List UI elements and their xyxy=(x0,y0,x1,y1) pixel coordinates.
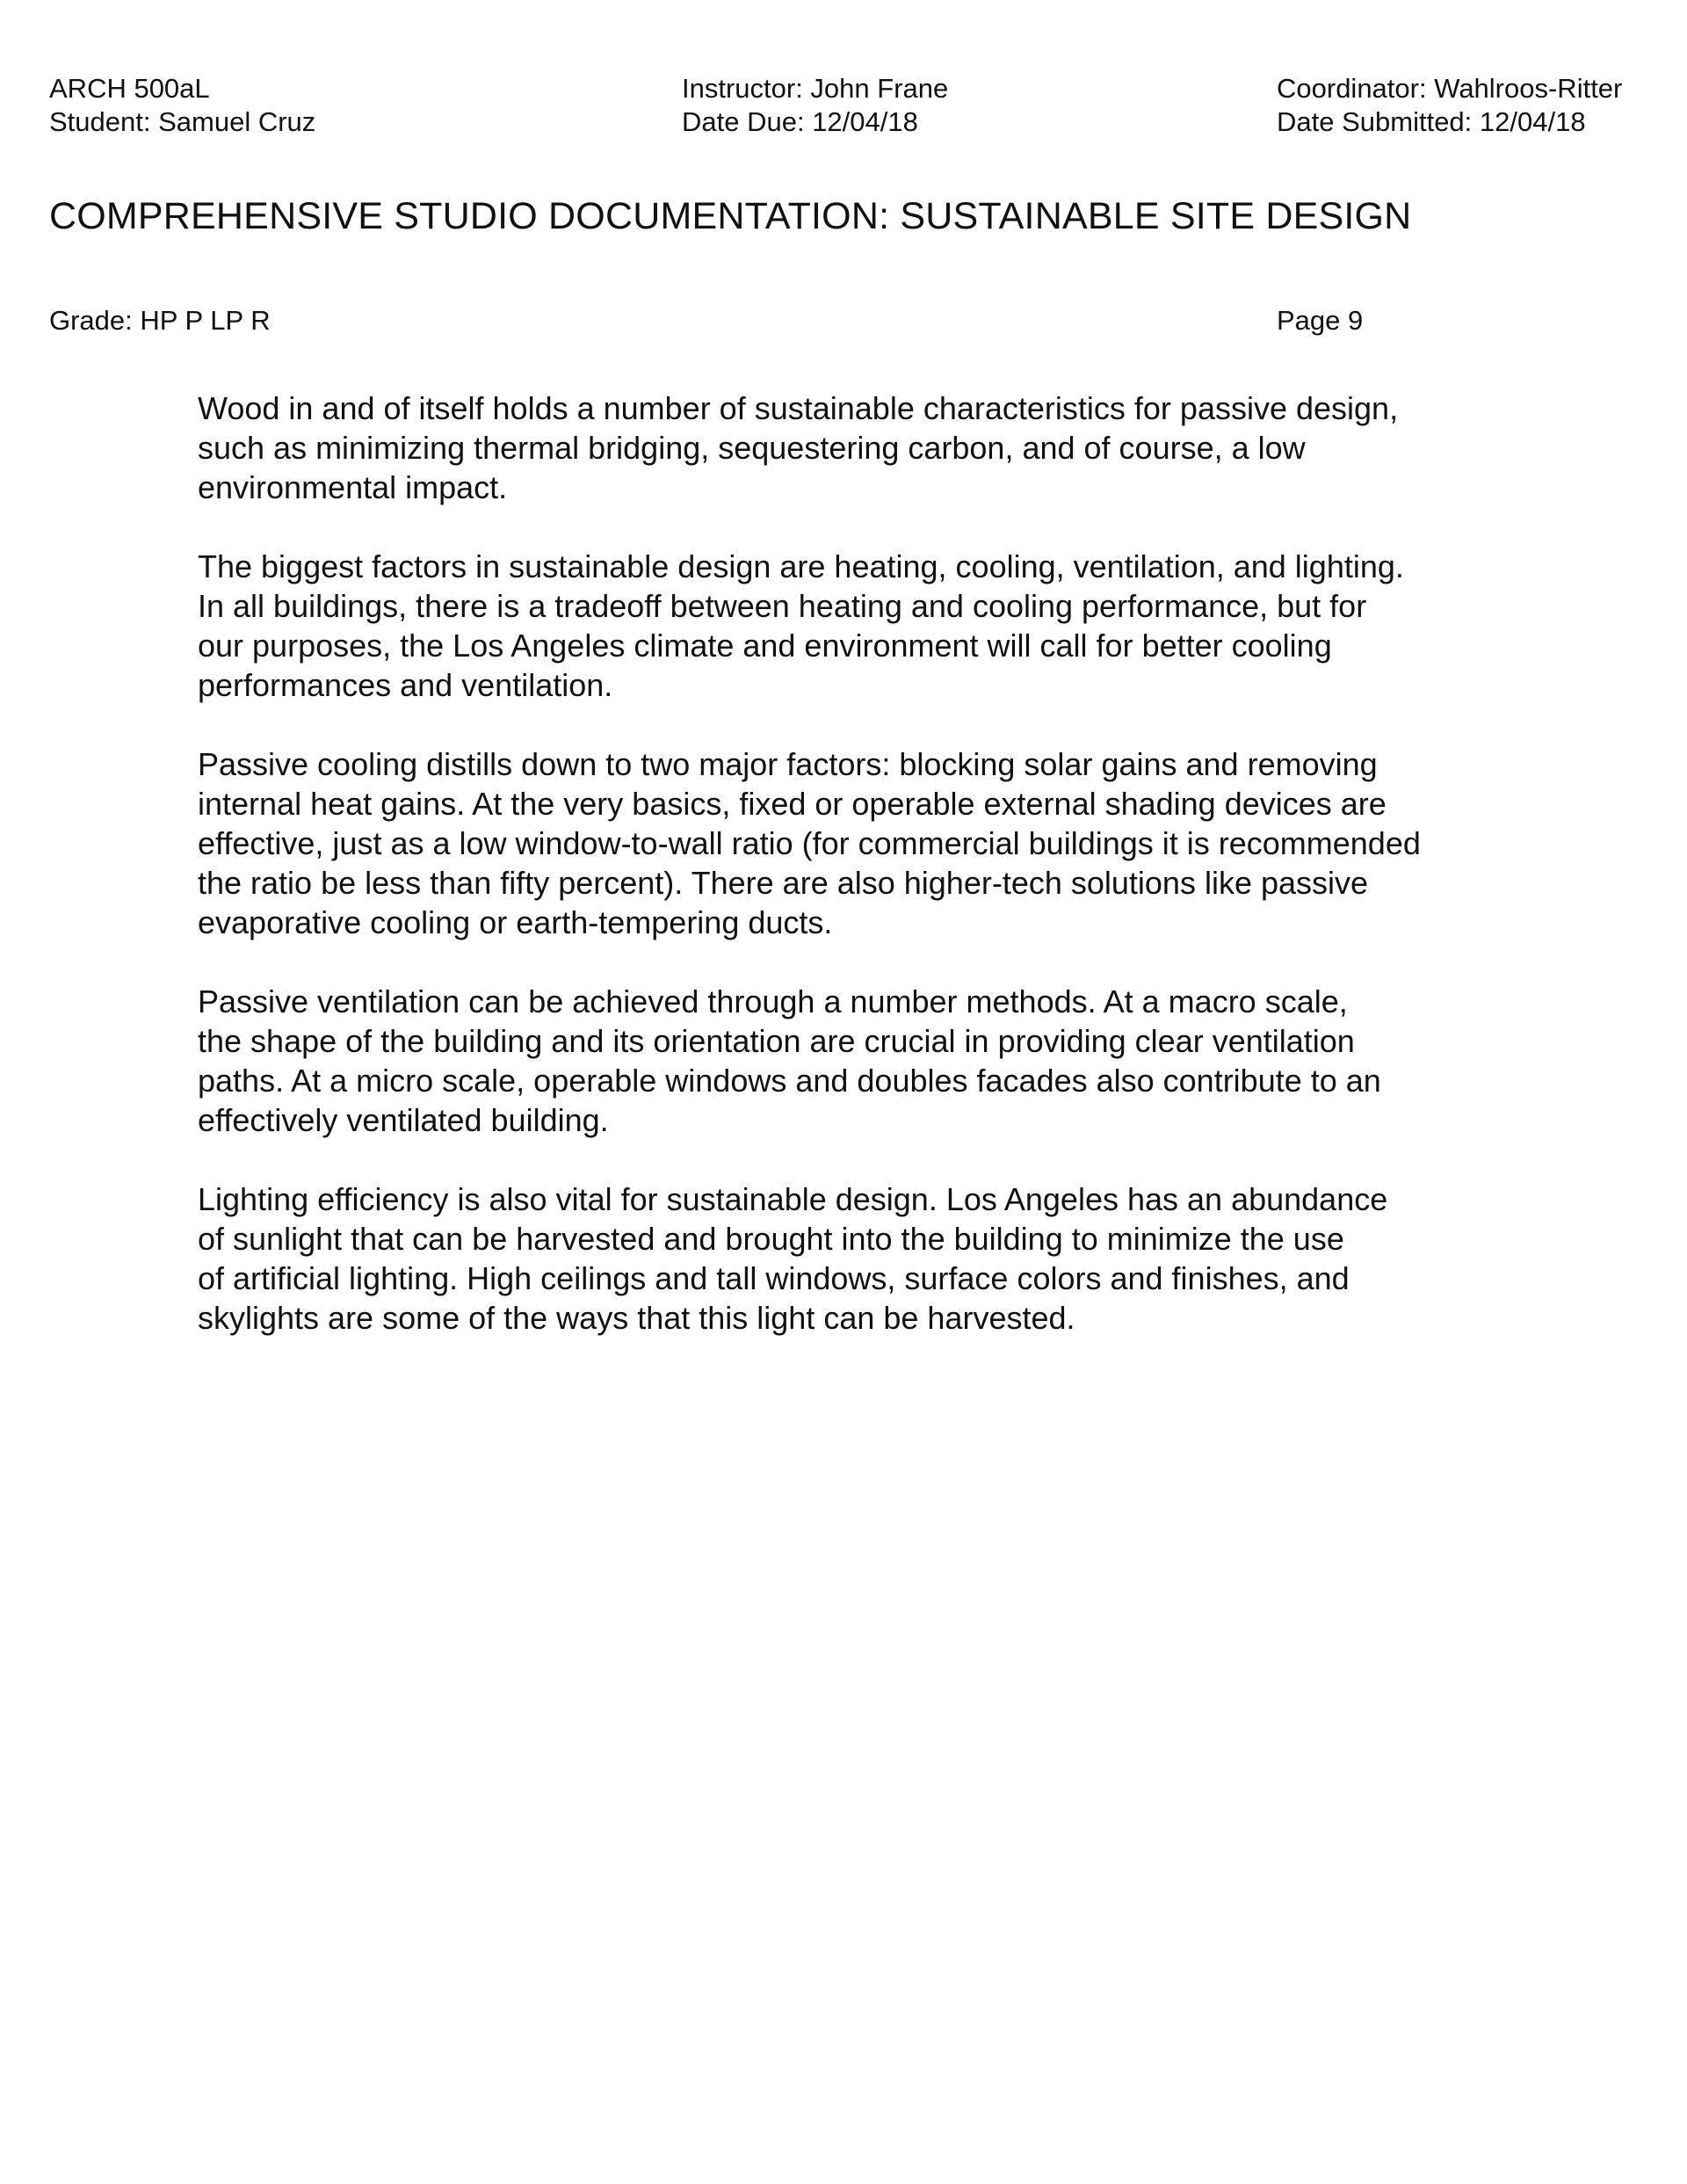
paragraph-lighting xyxy=(198,1179,1507,1338)
instructor-name: Instructor: John Frane xyxy=(682,73,949,104)
text-line: paths. At a micro scale, operable windows and doubles facades also contribute to an xyxy=(198,1063,1381,1099)
text-line: effective, just as a low window-to-wall ratio (for commercial buildings it is recommended xyxy=(198,825,1421,861)
paragraph-factors xyxy=(198,547,1507,705)
text-line: such as minimizing thermal bridging, sequestering carbon, and of course, a low xyxy=(198,430,1306,466)
paragraph-wood xyxy=(198,388,1507,507)
text-line: of sunlight that can be harvested and brought into the building to minimize the use xyxy=(198,1221,1344,1257)
text-line: Wood in and of itself holds a number of sustainable characteristics for passive design, xyxy=(198,390,1399,426)
paragraph-passive-ventilation xyxy=(198,982,1507,1140)
text-line: of artificial lighting. High ceilings and tall windows, surface colors and finishes, and xyxy=(198,1260,1350,1296)
text-line: Passive ventilation can be achieved through a number methods. At a macro scale, xyxy=(198,983,1348,1019)
coordinator-name: Coordinator: Wahlroos-Ritter xyxy=(1277,73,1623,104)
student-name: Student: Samuel Cruz xyxy=(49,106,316,137)
document-title: COMPREHENSIVE STUDIO DOCUMENTATION: SUSTAINABLE SITE DESIGN xyxy=(49,195,1412,237)
text-line: the ratio be less than fifty percent). There are also higher-tech solutions like passive xyxy=(198,865,1369,901)
text-line: performances and ventilation. xyxy=(198,667,613,703)
date-due: Date Due: 12/04/18 xyxy=(682,106,918,137)
text-line: the shape of the building and its orientation are crucial in providing clear ventilation xyxy=(198,1023,1355,1059)
text-line: internal heat gains. At the very basics, fixed or operable external shading devices are xyxy=(198,786,1387,822)
text-line: Passive cooling distills down to two major factors: blocking solar gains and removing xyxy=(198,746,1378,782)
text-line: evaporative cooling or earth-tempering ducts. xyxy=(198,904,833,940)
date-submitted: Date Submitted: 12/04/18 xyxy=(1277,106,1586,137)
page-number: Page 9 xyxy=(1277,305,1364,336)
text-line: The biggest factors in sustainable design are heating, cooling, ventilation, and lighting. xyxy=(198,548,1404,584)
paragraph-passive-cooling xyxy=(198,744,1507,942)
document-body xyxy=(198,388,1507,1377)
text-line: skylights are some of the ways that this light can be harvested. xyxy=(198,1300,1075,1336)
course-code: ARCH 500aL xyxy=(49,73,210,104)
text-line: In all buildings, there is a tradeoff between heating and cooling performance, but for xyxy=(198,588,1367,624)
grade-line: Grade: HP P LP R xyxy=(49,305,271,336)
text-line: environmental impact. xyxy=(198,469,508,505)
text-line: our purposes, the Los Angeles climate and environment will call for better cooling xyxy=(198,628,1332,664)
text-line: Lighting efficiency is also vital for sustainable design. Los Angeles has an abundance xyxy=(198,1181,1388,1217)
text-line: effectively ventilated building. xyxy=(198,1102,609,1138)
